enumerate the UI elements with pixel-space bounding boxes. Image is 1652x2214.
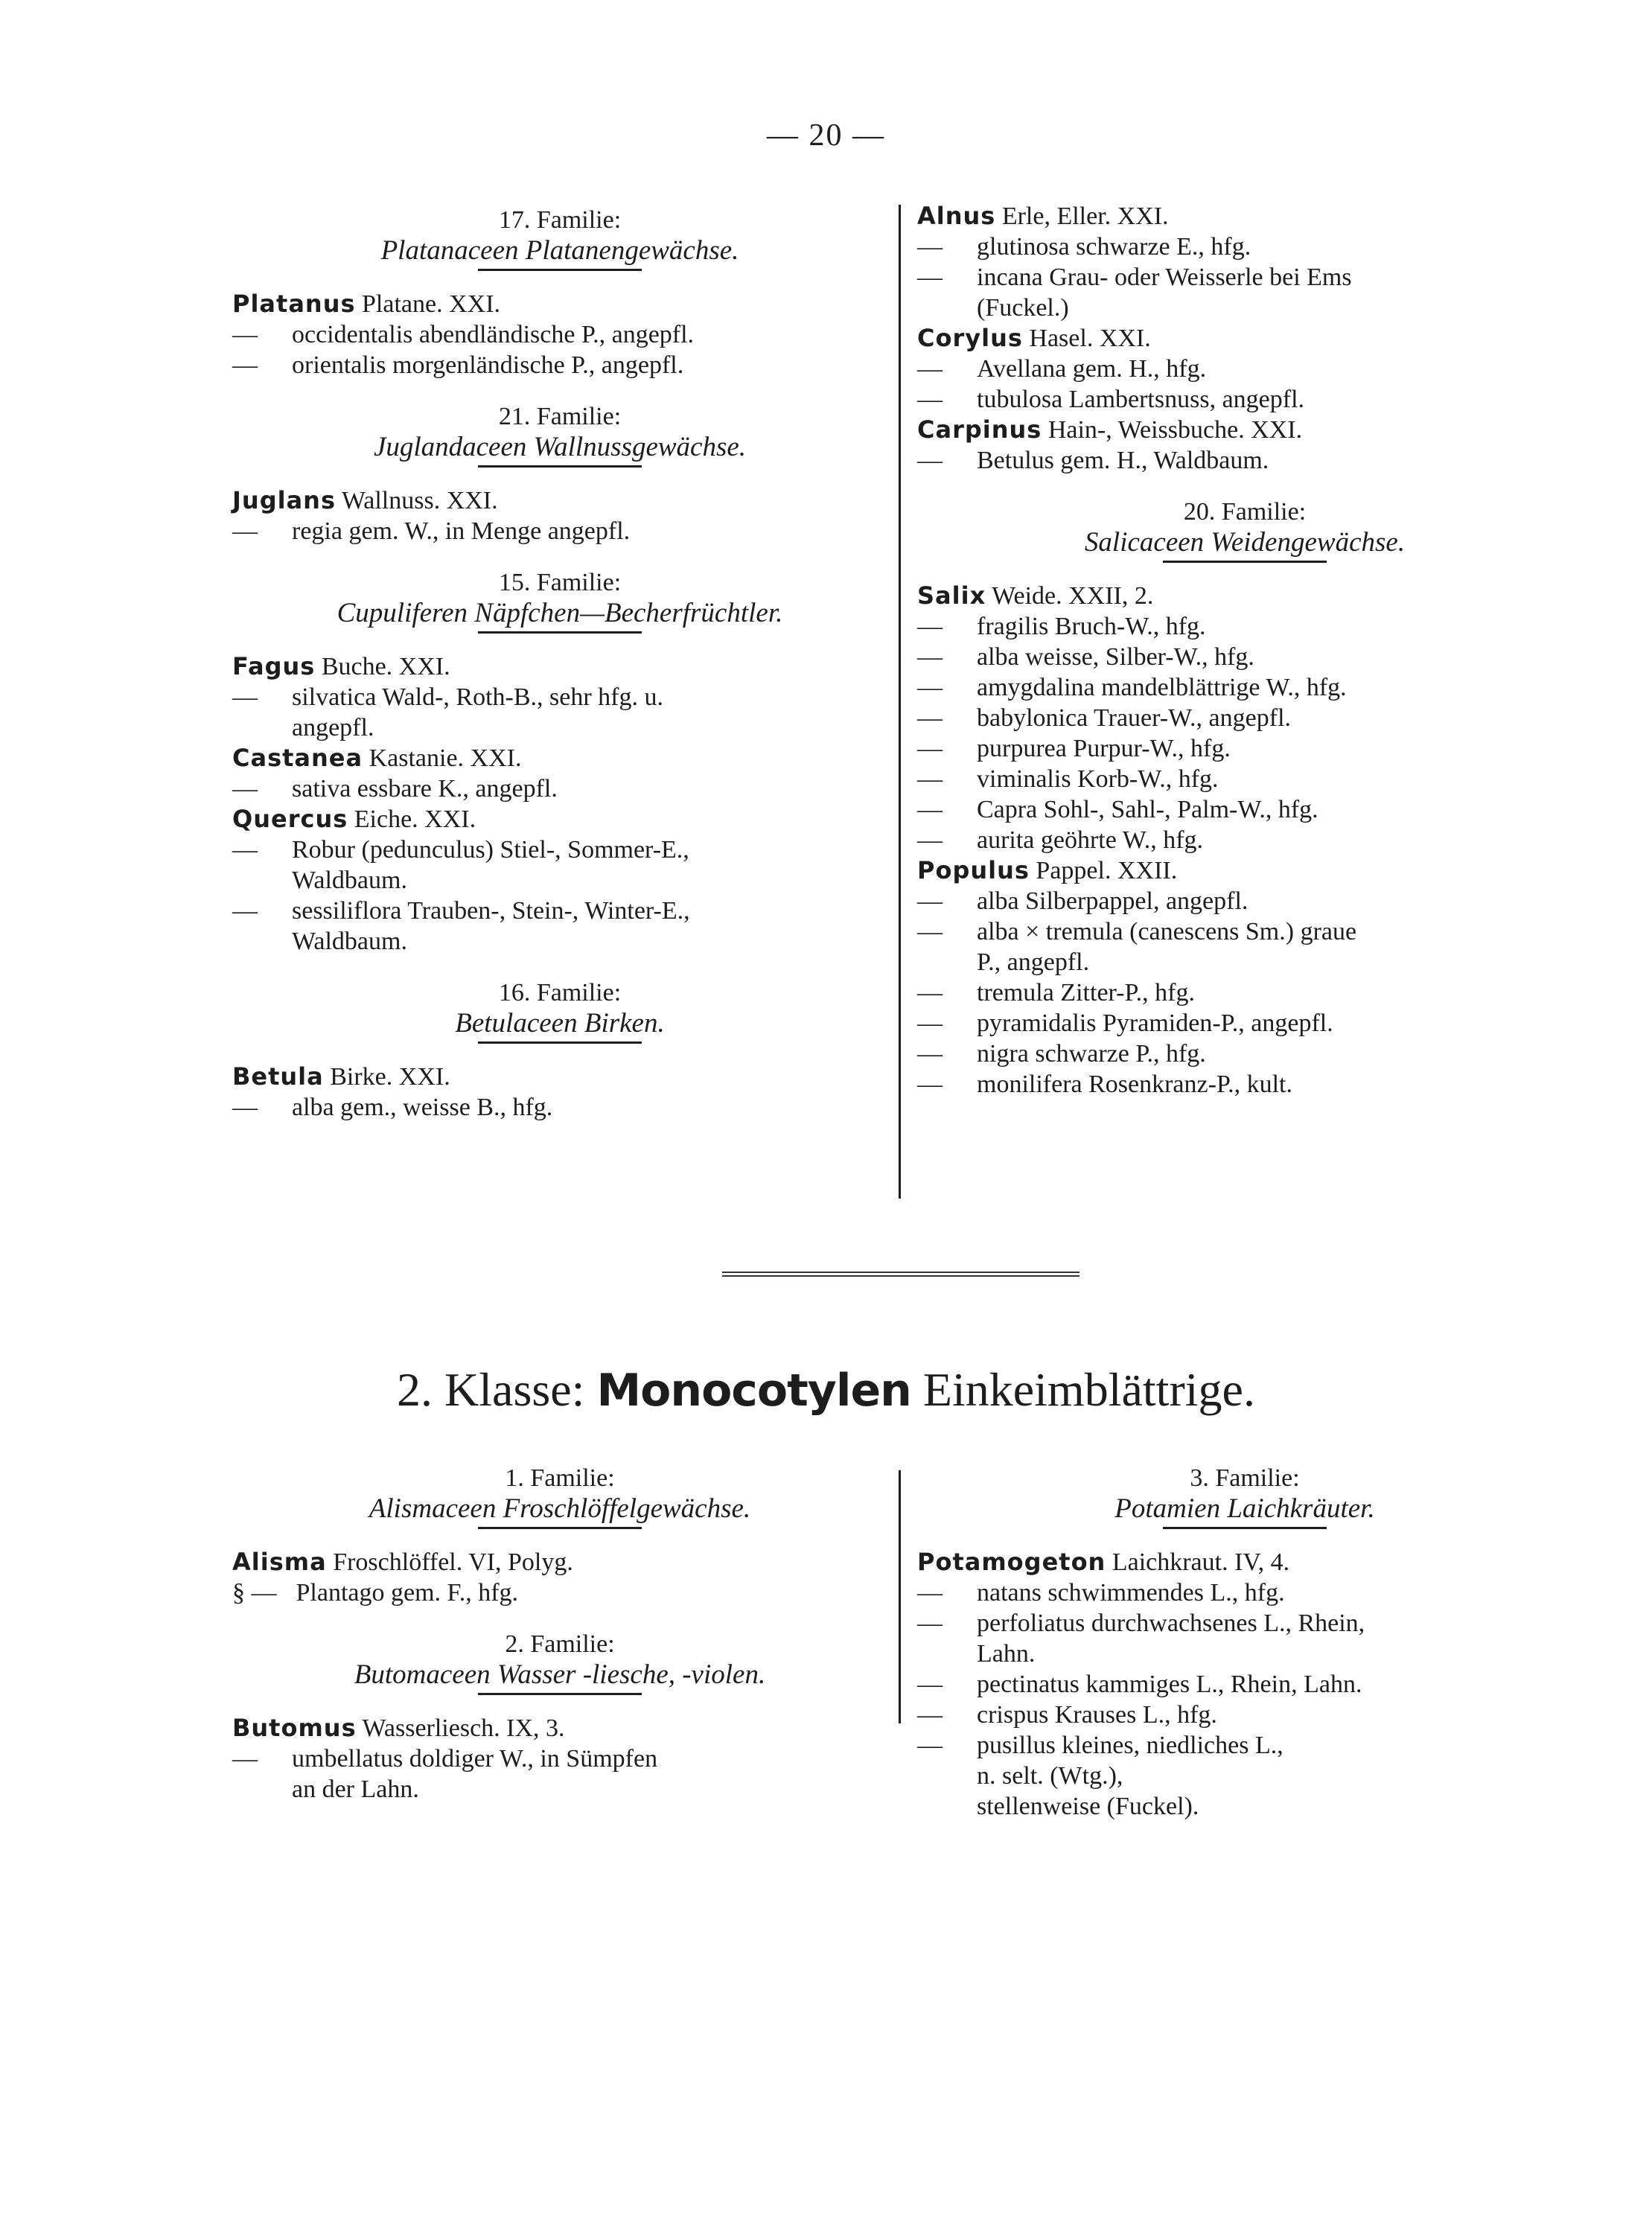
family-number: 1. Familie: [505,1464,615,1492]
genus-entry-alisma [232,1547,887,1608]
family-number: 3. Familie: [1190,1464,1300,1492]
species-continuation: stellenweise (Fuckel). [977,1793,1199,1820]
species-line: — silvatica Wald-, Roth-B., sehr hfg. u. [232,683,663,711]
species-line: — Capra Sohl-, Sahl-, Palm-W., hfg. [917,796,1318,823]
species-line: — pusillus kleines, niedliches L., [917,1732,1283,1759]
family-name: Platanaceen Platanengewächse. [380,235,739,266]
family-number: 20. Familie: [1183,498,1307,526]
family-15 [232,567,887,634]
family-rule [1163,1527,1327,1529]
genus-name: Platanus [232,290,356,318]
genus-name: Quercus [232,805,348,833]
species-line: § — Plantago gem. F., hfg. [232,1579,519,1607]
genus-entry-juglans [232,485,887,546]
genus-entry-fagus [232,651,887,743]
genus-entry-alnus [917,201,1572,323]
family-rule [478,465,642,468]
species-line: — orientalis morgenländische P., angepfl. [232,351,684,379]
genus-text: Kastanie. XXI. [369,744,522,772]
family-name: Butomaceen Wasser -liesche, -violen. [354,1659,766,1690]
species-line: — Avellana gem. H., hfg. [917,355,1207,383]
species-line: — tubulosa Lambertsnuss, angepfl. [917,386,1305,413]
genus-entry-corylus [917,323,1572,415]
genus-text: Wallnuss. XXI. [341,487,498,514]
genus-name: Fagus [232,652,316,680]
class-heading-suffix: Einkeimblättrige. [922,1363,1255,1416]
genus-text: Laichkraut. IV, 4. [1112,1548,1290,1576]
section-divider [722,1272,1079,1279]
family-name: Potamien Laichkräuter. [1114,1493,1375,1524]
species-line: — nigra schwarze P., hfg. [917,1040,1206,1068]
genus-text: Hain-, Weissbuche. XXI. [1047,416,1303,444]
species-line: — babylonica Trauer-W., angepfl. [917,704,1292,732]
species-line: — monilifera Rosenkranz-P., kult. [917,1071,1292,1098]
species-line: — alba weisse, Silber-W., hfg. [917,643,1254,671]
class-heading-bold: Monocotylen [596,1365,911,1417]
upper-left-column [232,205,887,1123]
genus-name: Butomus [232,1714,357,1742]
genus-name: Juglans [232,486,336,514]
species-line: — sativa essbare K., angepfl. [232,775,558,803]
species-line: — Betulus gem. H., Waldbaum. [917,447,1269,474]
family-rule [478,631,642,634]
column-divider [899,205,901,1199]
genus-entry-populus [917,855,1572,1100]
family-number: 17. Familie: [498,206,622,234]
genus-text: Eiche. XXI. [354,805,476,833]
genus-text: Wasserliesch. IX, 3. [362,1714,565,1742]
genus-name: Potamogeton [917,1548,1106,1576]
family-17 [232,205,887,271]
species-line: — purpurea Purpur-W., hfg. [917,735,1231,762]
species-line: — perfoliatus durchwachsenes L., Rhein, [917,1610,1365,1637]
family-20 [917,497,1572,563]
genus-text: Buche. XXI. [321,653,450,680]
species-continuation: n. selt. (Wtg.), [977,1762,1123,1790]
species-line: — umbellatus doldiger W., in Sümpfen [232,1745,658,1773]
genus-text: Froschlöffel. VI, Polyg. [333,1548,573,1576]
family-21 [232,401,887,468]
genus-entry-castanea [232,743,887,804]
page-number: — 20 — [767,118,885,153]
genus-text: Pappel. XXII. [1036,857,1178,884]
species-line: — natans schwimmendes L., hfg. [917,1579,1285,1607]
genus-entry-potamogeton [917,1547,1572,1822]
family-name: Cupuliferen Näpfchen—Becherfrüchtler. [337,598,783,628]
family-2 [232,1629,887,1695]
species-line: — incana Grau- oder Weisserle bei Ems [917,264,1352,291]
family-1 [232,1463,887,1529]
species-continuation: Lahn. [977,1640,1036,1668]
genus-entry-betula [232,1062,887,1123]
family-name: Salicaceen Weidengewächse. [1084,527,1406,558]
species-line: — tremula Zitter-P., hfg. [917,979,1195,1006]
genus-entry-butomus [232,1713,887,1805]
genus-text: Erle, Eller. XXI. [1001,202,1169,230]
species-line: — crispus Krauses L., hfg. [917,1701,1217,1729]
species-line: — fragilis Bruch-W., hfg. [917,613,1206,640]
species-line: — Robur (pedunculus) Stiel-, Sommer-E., [232,836,689,864]
upper-right-column [917,201,1572,1100]
species-continuation: (Fuckel.) [977,294,1069,322]
genus-entry-quercus [232,804,887,957]
genus-text: Platane. XXI. [362,290,501,318]
genus-text: Birke. XXI. [330,1063,450,1091]
family-rule [1163,561,1327,563]
family-3 [917,1463,1572,1529]
species-continuation: Waldbaum. [292,928,407,955]
family-name: Alismaceen Froschlöffelgewächse. [369,1493,751,1524]
class-heading [0,1362,1652,1417]
species-line: — occidentalis abendländische P., angepfl. [232,321,695,348]
species-line: — pectinatus kammiges L., Rhein, Lahn. [917,1671,1362,1698]
genus-text: Hasel. XXI. [1029,325,1151,352]
family-number: 15. Familie: [498,569,622,596]
species-line: — aurita geöhrte W., hfg. [917,826,1204,854]
species-line: — alba Silberpappel, angepfl. [917,887,1248,915]
column-divider [899,1470,901,1723]
family-rule [478,1693,642,1695]
genus-entry-carpinus [917,415,1572,476]
species-line: — regia gem. W., in Menge angepfl. [232,517,631,545]
species-line: — alba gem., weisse B., hfg. [232,1094,553,1121]
genus-name: Salix [917,581,986,610]
genus-name: Alisma [232,1548,327,1576]
family-number: 16. Familie: [498,979,622,1006]
species-line: — pyramidalis Pyramiden-P., angepfl. [917,1009,1333,1037]
species-line: — alba × tremula (canescens Sm.) graue [917,918,1357,945]
section-symbol: § [232,1579,245,1607]
genus-entry-salix [917,581,1572,855]
genus-entry-platanus [232,289,887,380]
genus-name: Betula [232,1062,324,1091]
family-16 [232,977,887,1044]
species-line: — amygdalina mandelblättrige W., hfg. [917,674,1347,701]
family-number: 21. Familie: [498,403,622,430]
genus-name: Castanea [232,744,363,772]
species-continuation: P., angepfl. [977,948,1090,976]
genus-name: Alnus [917,202,996,230]
genus-name: Populus [917,856,1030,884]
family-rule [478,1041,642,1044]
family-rule [478,1527,642,1529]
family-name: Juglandaceen Wallnussgewächse. [373,432,747,462]
family-name: Betulaceen Birken. [455,1008,665,1039]
genus-text: Weide. XXII, 2. [992,582,1154,610]
genus-name: Corylus [917,324,1023,352]
species-line: — glutinosa schwarze E., hfg. [917,233,1251,261]
species-continuation: an der Lahn. [292,1776,419,1803]
family-number: 2. Familie: [505,1630,615,1658]
species-continuation: angepfl. [292,714,374,741]
lower-right-column [917,1463,1572,1822]
lower-left-column [232,1463,887,1805]
genus-name: Carpinus [917,415,1042,444]
class-heading-prefix: 2. Klasse: [397,1363,585,1416]
species-continuation: Waldbaum. [292,867,407,894]
family-rule [478,269,642,271]
species-line: — sessiliflora Trauben-, Stein-, Winter-E., [232,897,690,925]
species-line: — viminalis Korb-W., hfg. [917,765,1219,793]
